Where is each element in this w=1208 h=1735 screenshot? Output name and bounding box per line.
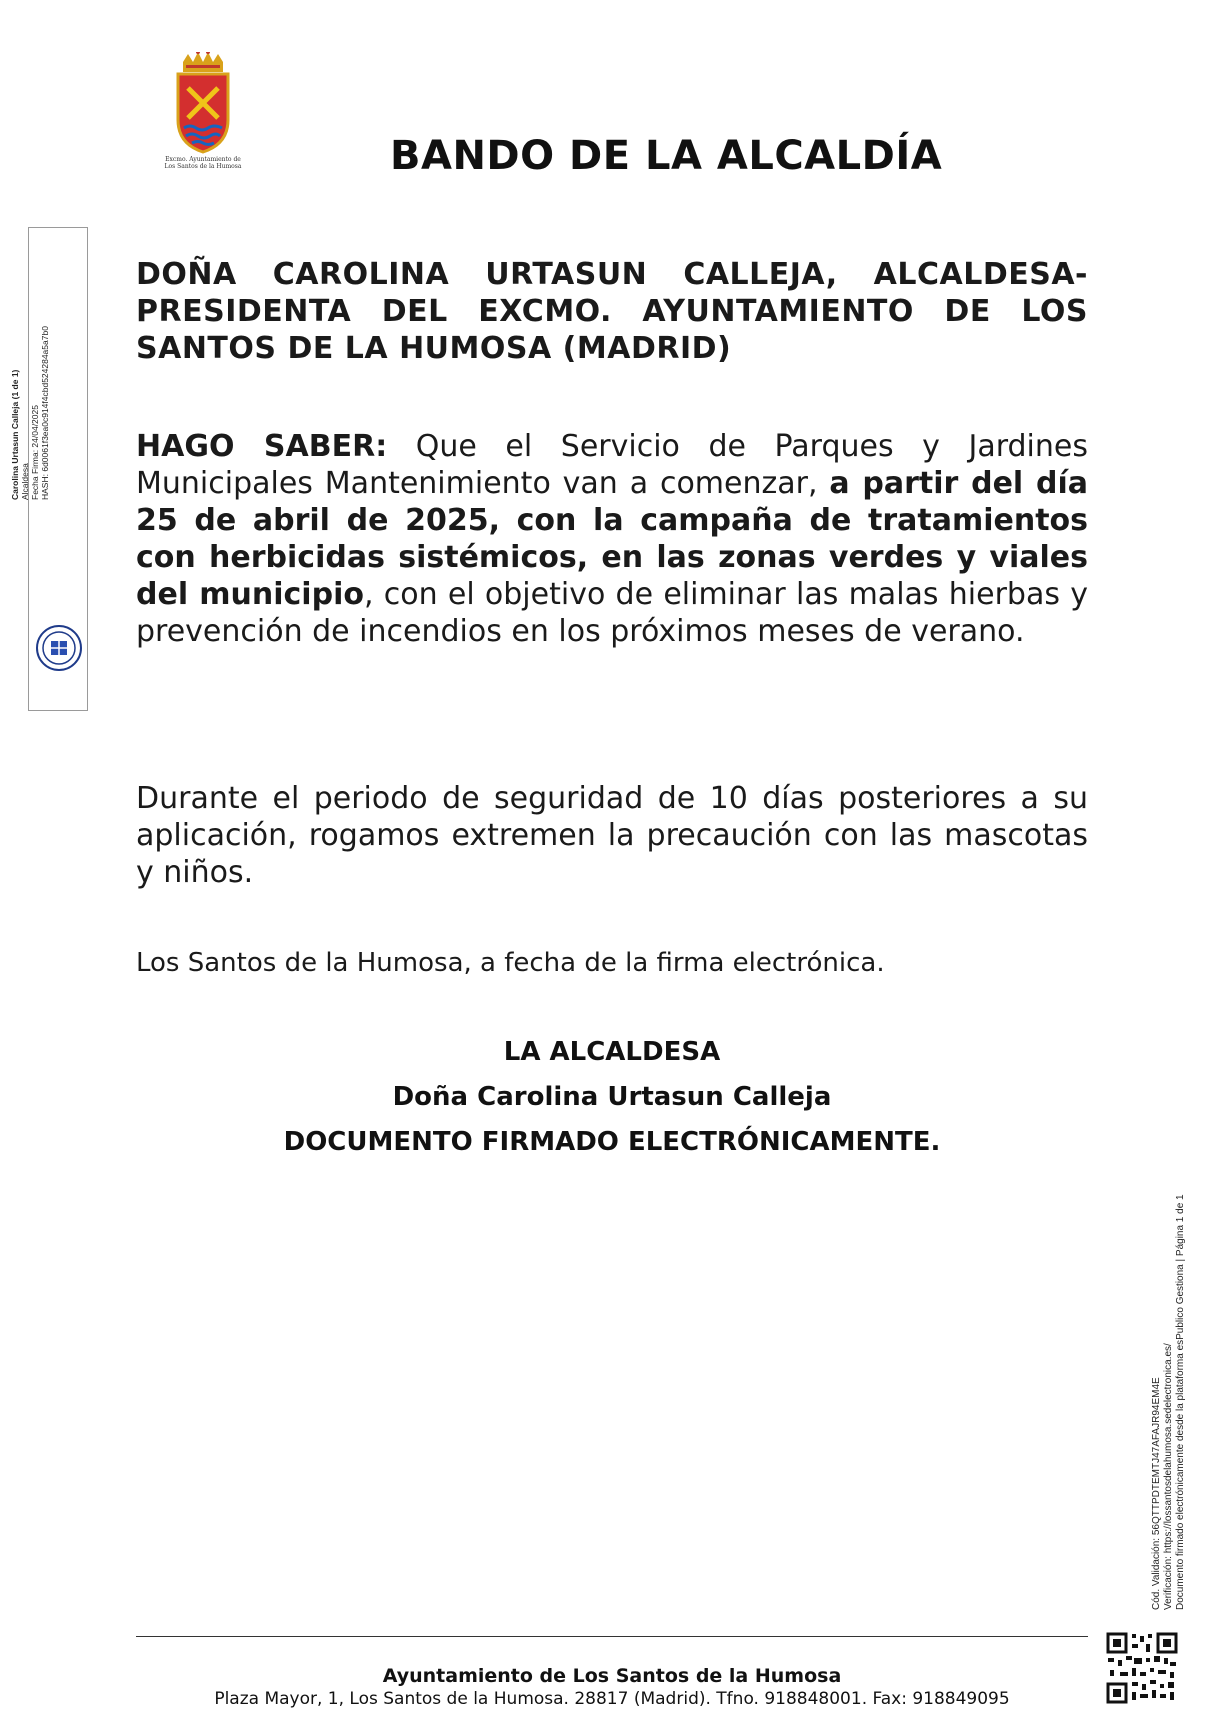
verification-text (1151, 1070, 1187, 1610)
stamp-role: Alcaldesa (20, 463, 30, 500)
safety-paragraph: Durante el periodo de seguridad de 10 días posteriores a su aplicación, rogamos extremen la precaución con las mascotas y niños. (136, 781, 1088, 890)
announcement-paragraph (136, 428, 1088, 650)
stamp-date: Fecha Firma: 24/04/2025 (30, 405, 40, 500)
crest-caption-line1: Excmo. Ayuntamiento de (165, 156, 241, 163)
verification-url: Verificación: https://lossantosdelahumosa.sedelectronica.es/ (1163, 1343, 1174, 1610)
signer-role: LA ALCALDESA (503, 1037, 721, 1067)
footer-divider (136, 1636, 1088, 1637)
validation-code: Cód. Validación: 56QTTPDTEMTJ47AFAJR94EM4E (1151, 1377, 1162, 1610)
document-title: BANDO DE LA ALCALDÍA (390, 133, 943, 179)
announcement-text-part1: Que el Servicio de Parques y Jardines Municipales Mantenimiento van a comenzar, (136, 429, 1088, 501)
mayor-heading: DOÑA CAROLINA URTASUN CALLEJA, ALCALDESA-PRESIDENTA DEL EXCMO. AYUNTAMIENTO DE LOS SANTOS DE LA HUMOSA (MADRID) (136, 257, 1088, 366)
hago-saber-label: HAGO SABER: (136, 429, 388, 464)
signer-name: Doña Carolina Urtasun Calleja (392, 1082, 832, 1112)
crest-caption (150, 156, 256, 170)
stamp-hash: HASH: 6d0061f3ea0c914f4cbd524284a5a7b0 (40, 326, 50, 500)
signature-stamp-text (10, 240, 50, 500)
announcement-highlight: a partir del día 25 de abril de 2025, con la campaña de tratamientos con herbicidas sistémicos, en las zonas verdes y viales del municipio (136, 466, 1088, 612)
place-date: Los Santos de la Humosa, a fecha de la firma electrónica. (136, 948, 885, 978)
stamp-signer: Carolina Urtasun Calleja (1 de 1) (10, 369, 20, 500)
crest-caption-line2: Los Santos de la Humosa (164, 163, 242, 170)
announcement-text-part2: , con el objetivo de eliminar las malas hierbas y prevención de incendios en los próximos meses de verano. (136, 577, 1088, 649)
footer-address: Plaza Mayor, 1, Los Santos de la Humosa. 28817 (Madrid). Tfno. 918848001. Fax: 918849095 (214, 1689, 1010, 1709)
municipal-seal-icon (35, 624, 83, 672)
platform-note: Documento firmado electrónicamente desde la plataforma esPublico Gestiona | Página 1 de 1 (1175, 1194, 1186, 1610)
footer-organization: Ayuntamiento de Los Santos de la Humosa (382, 1665, 842, 1687)
electronic-signature-note: DOCUMENTO FIRMADO ELECTRÓNICAMENTE. (283, 1127, 941, 1157)
qr-code-icon (1106, 1632, 1178, 1704)
